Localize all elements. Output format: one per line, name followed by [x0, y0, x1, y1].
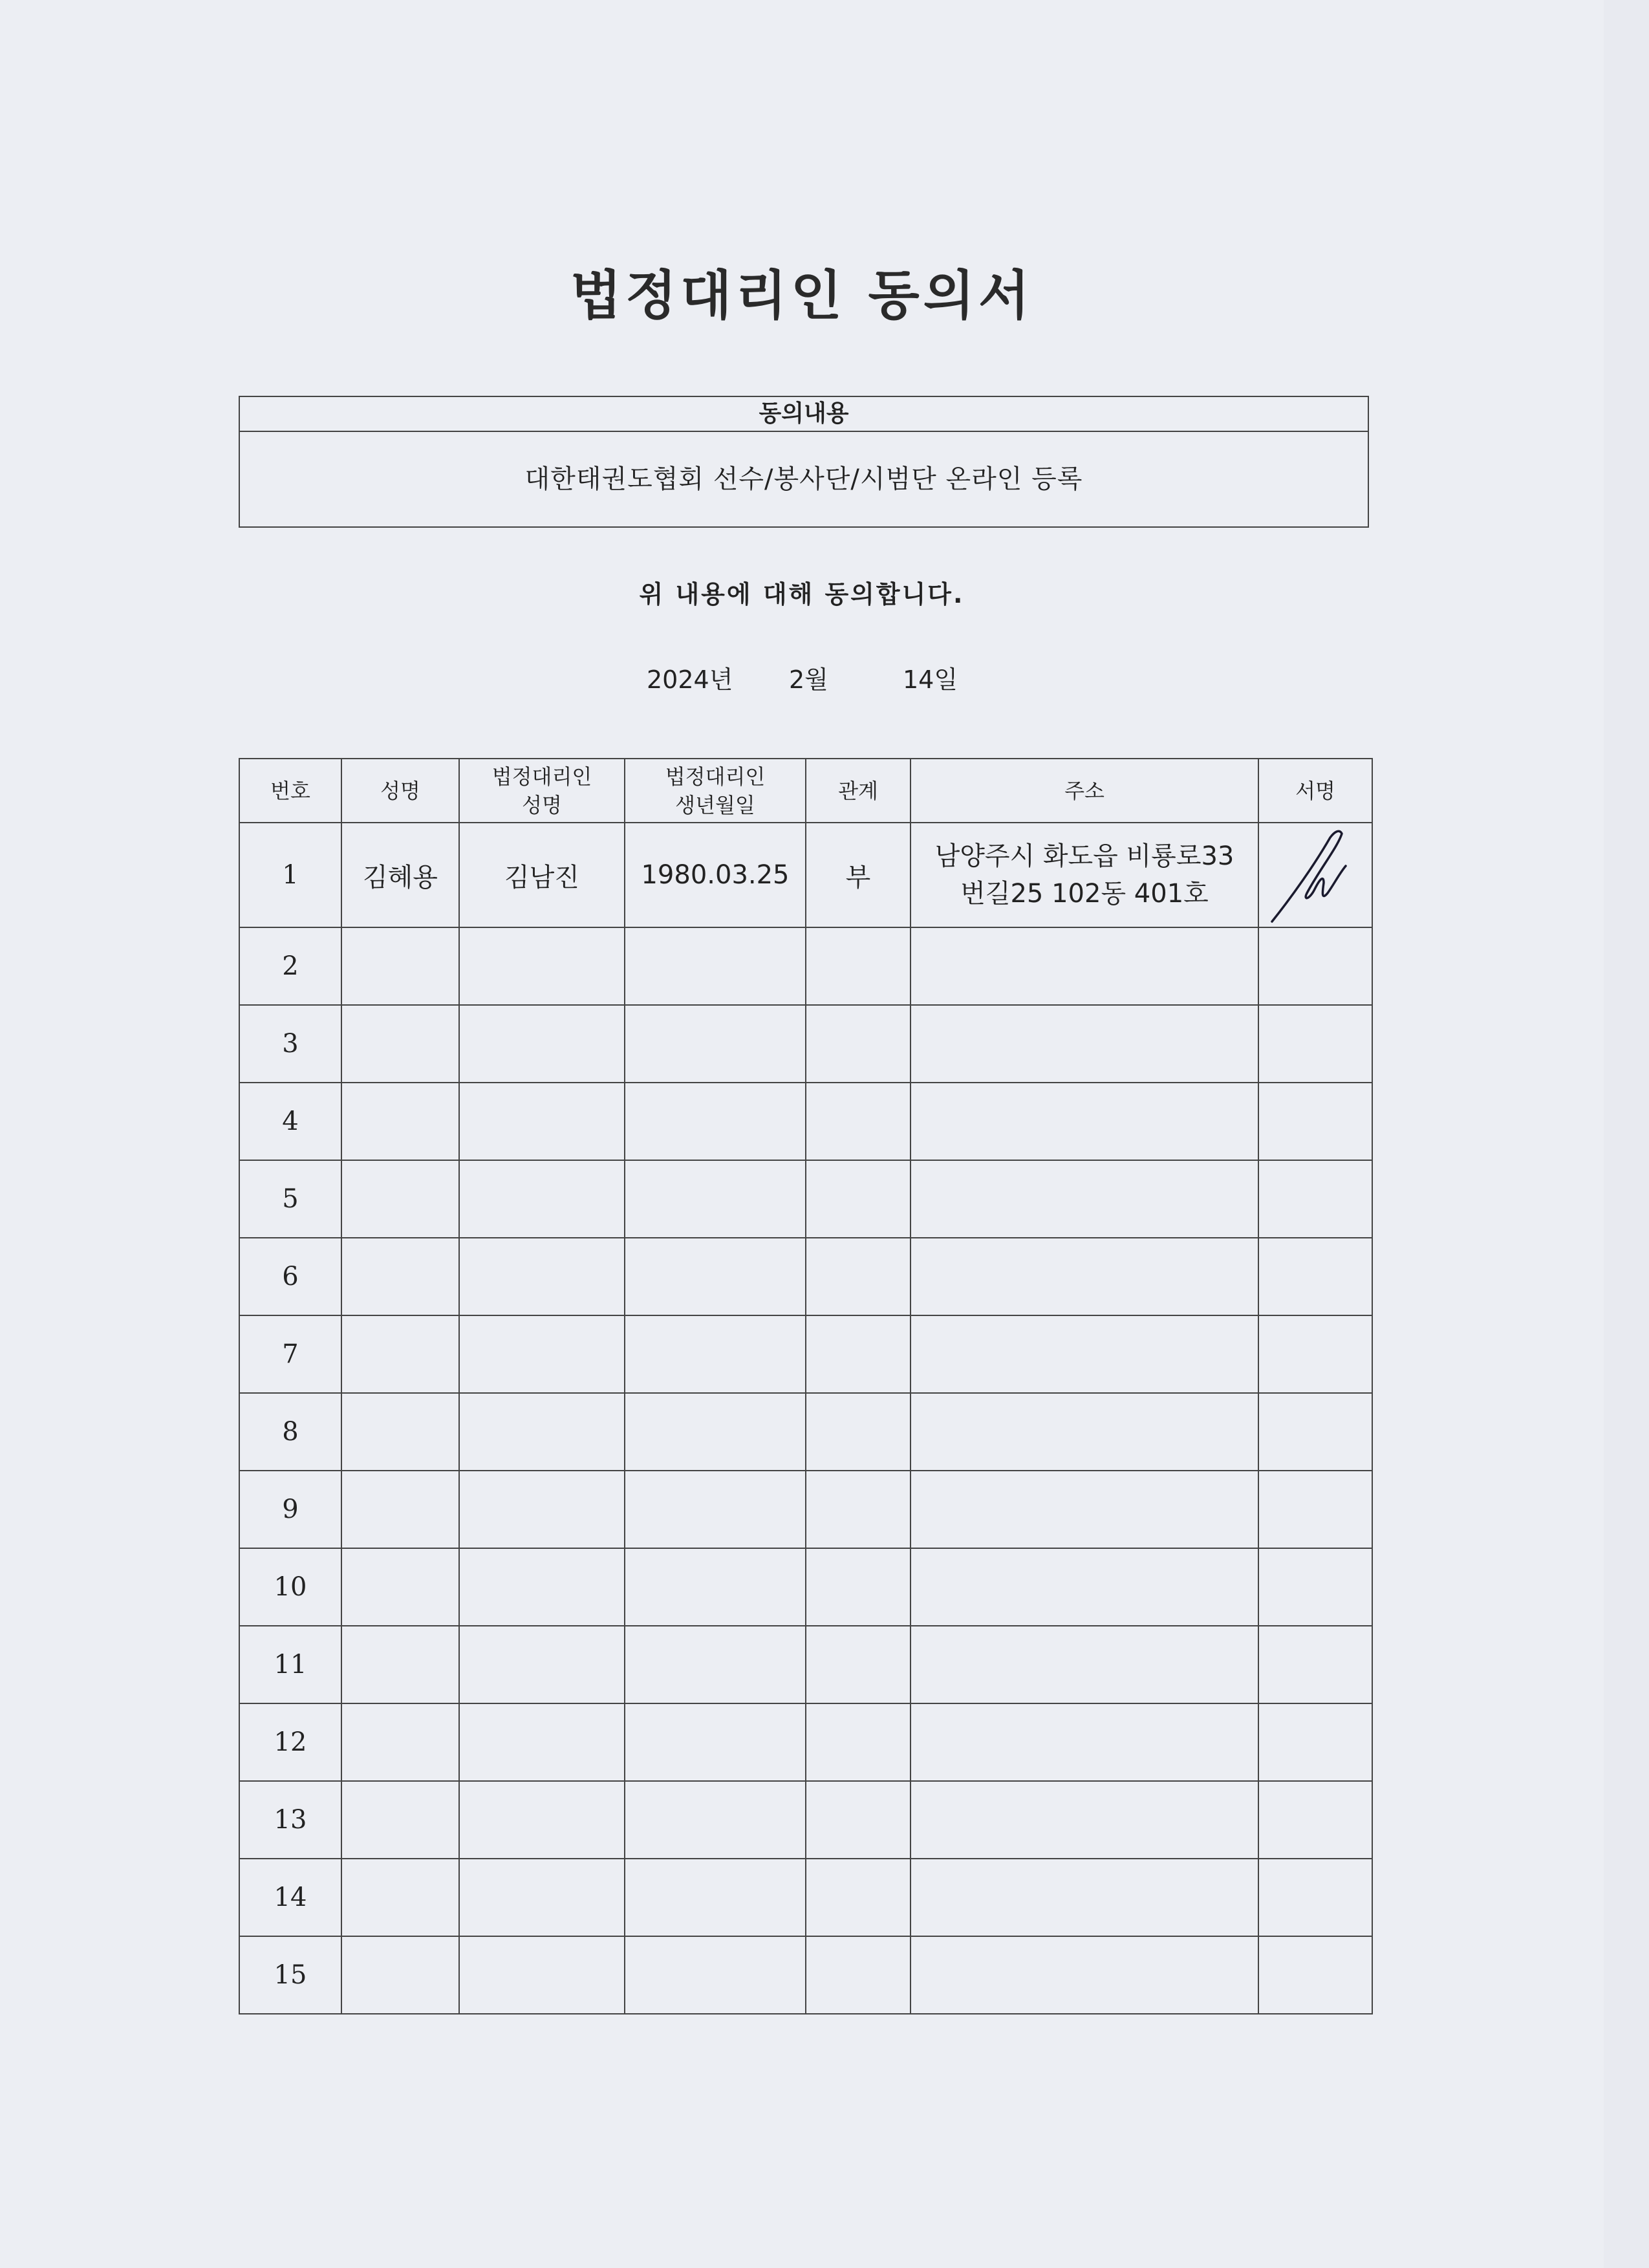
cell-guardian-birth [625, 1548, 806, 1626]
cell-relation [806, 927, 911, 1005]
cell-name [341, 1315, 459, 1393]
cell-guardian-birth [625, 1005, 806, 1083]
cell-name [341, 1936, 459, 2014]
address-line1: 남양주시 화도읍 비룡로33 [934, 841, 1234, 871]
cell-address [911, 1548, 1258, 1626]
cell-address [911, 1393, 1258, 1471]
table-header-row [239, 759, 1372, 823]
cell-relation [806, 1238, 911, 1315]
cell-relation [806, 1160, 911, 1238]
cell-signature [1258, 823, 1372, 927]
cell-guardian-name [459, 1083, 625, 1160]
cell-guardian-birth [625, 1626, 806, 1703]
cell-signature [1258, 1160, 1372, 1238]
cell-number: 6 [239, 1238, 341, 1315]
cell-guardian-name [459, 1315, 625, 1393]
cell-address [911, 1936, 1258, 2014]
header-guardian-birth [625, 759, 806, 823]
cell-guardian-name [459, 1238, 625, 1315]
cell-name [341, 1005, 459, 1083]
date-day: 14일 [903, 665, 958, 694]
cell-guardian-birth [625, 1781, 806, 1859]
handwritten-signature [1267, 823, 1364, 927]
cell-number: 4 [239, 1083, 341, 1160]
table-row [239, 1160, 1372, 1238]
cell-guardian-birth [625, 1315, 806, 1393]
cell-address [911, 1626, 1258, 1703]
table-row [239, 1005, 1372, 1083]
cell-number: 7 [239, 1315, 341, 1393]
cell-guardian-name [459, 1548, 625, 1626]
header-number: 번호 [239, 759, 341, 823]
cell-address [911, 1859, 1258, 1936]
cell-name [341, 1083, 459, 1160]
cell-address [911, 1083, 1258, 1160]
cell-name [341, 1781, 459, 1859]
cell-guardian-birth: 1980.03.25 [625, 823, 806, 927]
cell-guardian-birth [625, 1936, 806, 2014]
cell-address [911, 1471, 1258, 1548]
cell-guardian-birth [625, 1393, 806, 1471]
cell-guardian-name [459, 1393, 625, 1471]
consent-box [239, 396, 1369, 528]
cell-guardian-birth [625, 1471, 806, 1548]
cell-guardian-name [459, 1781, 625, 1859]
cell-guardian-name: 김남진 [459, 823, 625, 927]
cell-signature [1258, 1005, 1372, 1083]
cell-relation [806, 1005, 911, 1083]
page-title: 법정대리인 동의서 [570, 265, 1034, 327]
cell-number: 15 [239, 1936, 341, 2014]
cell-guardian-name [459, 1005, 625, 1083]
guardian-table [239, 758, 1373, 2014]
cell-guardian-birth [625, 927, 806, 1005]
cell-address [911, 927, 1258, 1005]
cell-guardian-name [459, 927, 625, 1005]
header-guardian-name [459, 759, 625, 823]
cell-address [911, 1315, 1258, 1393]
cell-relation [806, 1315, 911, 1393]
cell-signature [1258, 1703, 1372, 1781]
cell-signature [1258, 1315, 1372, 1393]
table-row [239, 1859, 1372, 1936]
table-row [239, 1393, 1372, 1471]
cell-number: 9 [239, 1471, 341, 1548]
cell-name [341, 1859, 459, 1936]
cell-name [341, 1548, 459, 1626]
cell-number: 8 [239, 1393, 341, 1471]
cell-number: 5 [239, 1160, 341, 1238]
cell-name [341, 1626, 459, 1703]
cell-relation [806, 1626, 911, 1703]
cell-name [341, 1160, 459, 1238]
header-guardian-name-line1: 법정대리인 [491, 764, 592, 789]
table-row [239, 1703, 1372, 1781]
cell-number: 1 [239, 823, 341, 927]
consent-header: 동의내용 [240, 397, 1368, 432]
cell-signature [1258, 1936, 1372, 2014]
cell-signature [1258, 1626, 1372, 1703]
date-year: 2024년 [647, 665, 733, 694]
cell-number: 13 [239, 1781, 341, 1859]
cell-guardian-name [459, 1471, 625, 1548]
cell-guardian-name [459, 1859, 625, 1936]
cell-guardian-birth [625, 1238, 806, 1315]
cell-number: 3 [239, 1005, 341, 1083]
cell-relation [806, 1083, 911, 1160]
cell-number: 10 [239, 1548, 341, 1626]
cell-signature [1258, 1548, 1372, 1626]
table-row [239, 1083, 1372, 1160]
cell-relation [806, 1703, 911, 1781]
cell-guardian-name [459, 1936, 625, 2014]
cell-address [911, 1238, 1258, 1315]
table-row [239, 1548, 1372, 1626]
consent-content: 대한태권도협회 선수/봉사단/시범단 온라인 등록 [524, 464, 1083, 494]
table-row [239, 1781, 1372, 1859]
cell-name [341, 1393, 459, 1471]
table-row [239, 823, 1372, 927]
cell-address [911, 1781, 1258, 1859]
cell-name: 김혜용 [341, 823, 459, 927]
table-row [239, 1626, 1372, 1703]
header-guardian-birth-line1: 법정대리인 [665, 764, 766, 789]
cell-signature [1258, 1859, 1372, 1936]
cell-address [911, 1703, 1258, 1781]
table-row [239, 1315, 1372, 1393]
header-signature: 서명 [1258, 759, 1372, 823]
cell-relation [806, 1936, 911, 2014]
cell-relation [806, 1859, 911, 1936]
table-row [239, 1471, 1372, 1548]
cell-guardian-birth [625, 1083, 806, 1160]
cell-relation: 부 [806, 823, 911, 927]
cell-name [341, 927, 459, 1005]
header-guardian-birth-line2: 생년월일 [675, 792, 755, 817]
cell-address [911, 823, 1258, 927]
cell-signature [1258, 927, 1372, 1005]
agreement-statement: 위 내용에 대해 동의합니다. [639, 580, 965, 609]
cell-relation [806, 1781, 911, 1859]
date-month: 2월 [789, 665, 828, 694]
cell-number: 11 [239, 1626, 341, 1703]
cell-guardian-birth [625, 1703, 806, 1781]
cell-address [911, 1160, 1258, 1238]
header-address: 주소 [911, 759, 1258, 823]
cell-number: 14 [239, 1859, 341, 1936]
cell-signature [1258, 1393, 1372, 1471]
cell-guardian-name [459, 1626, 625, 1703]
header-relation: 관계 [806, 759, 911, 823]
cell-name [341, 1238, 459, 1315]
cell-signature [1258, 1781, 1372, 1859]
cell-name [341, 1703, 459, 1781]
cell-signature [1258, 1238, 1372, 1315]
cell-signature [1258, 1471, 1372, 1548]
cell-guardian-birth [625, 1160, 806, 1238]
table-row [239, 927, 1372, 1005]
cell-name [341, 1471, 459, 1548]
cell-guardian-name [459, 1703, 625, 1781]
cell-guardian-name [459, 1160, 625, 1238]
cell-guardian-birth [625, 1859, 806, 1936]
table-row [239, 1936, 1372, 2014]
cell-address [911, 1005, 1258, 1083]
header-guardian-name-line2: 성명 [522, 792, 562, 817]
address-line2: 번길25 102동 401호 [960, 879, 1209, 909]
cell-relation [806, 1471, 911, 1548]
cell-relation [806, 1393, 911, 1471]
cell-number: 12 [239, 1703, 341, 1781]
cell-relation [806, 1548, 911, 1626]
table-row [239, 1238, 1372, 1315]
header-name: 성명 [341, 759, 459, 823]
cell-number: 2 [239, 927, 341, 1005]
cell-signature [1258, 1083, 1372, 1160]
